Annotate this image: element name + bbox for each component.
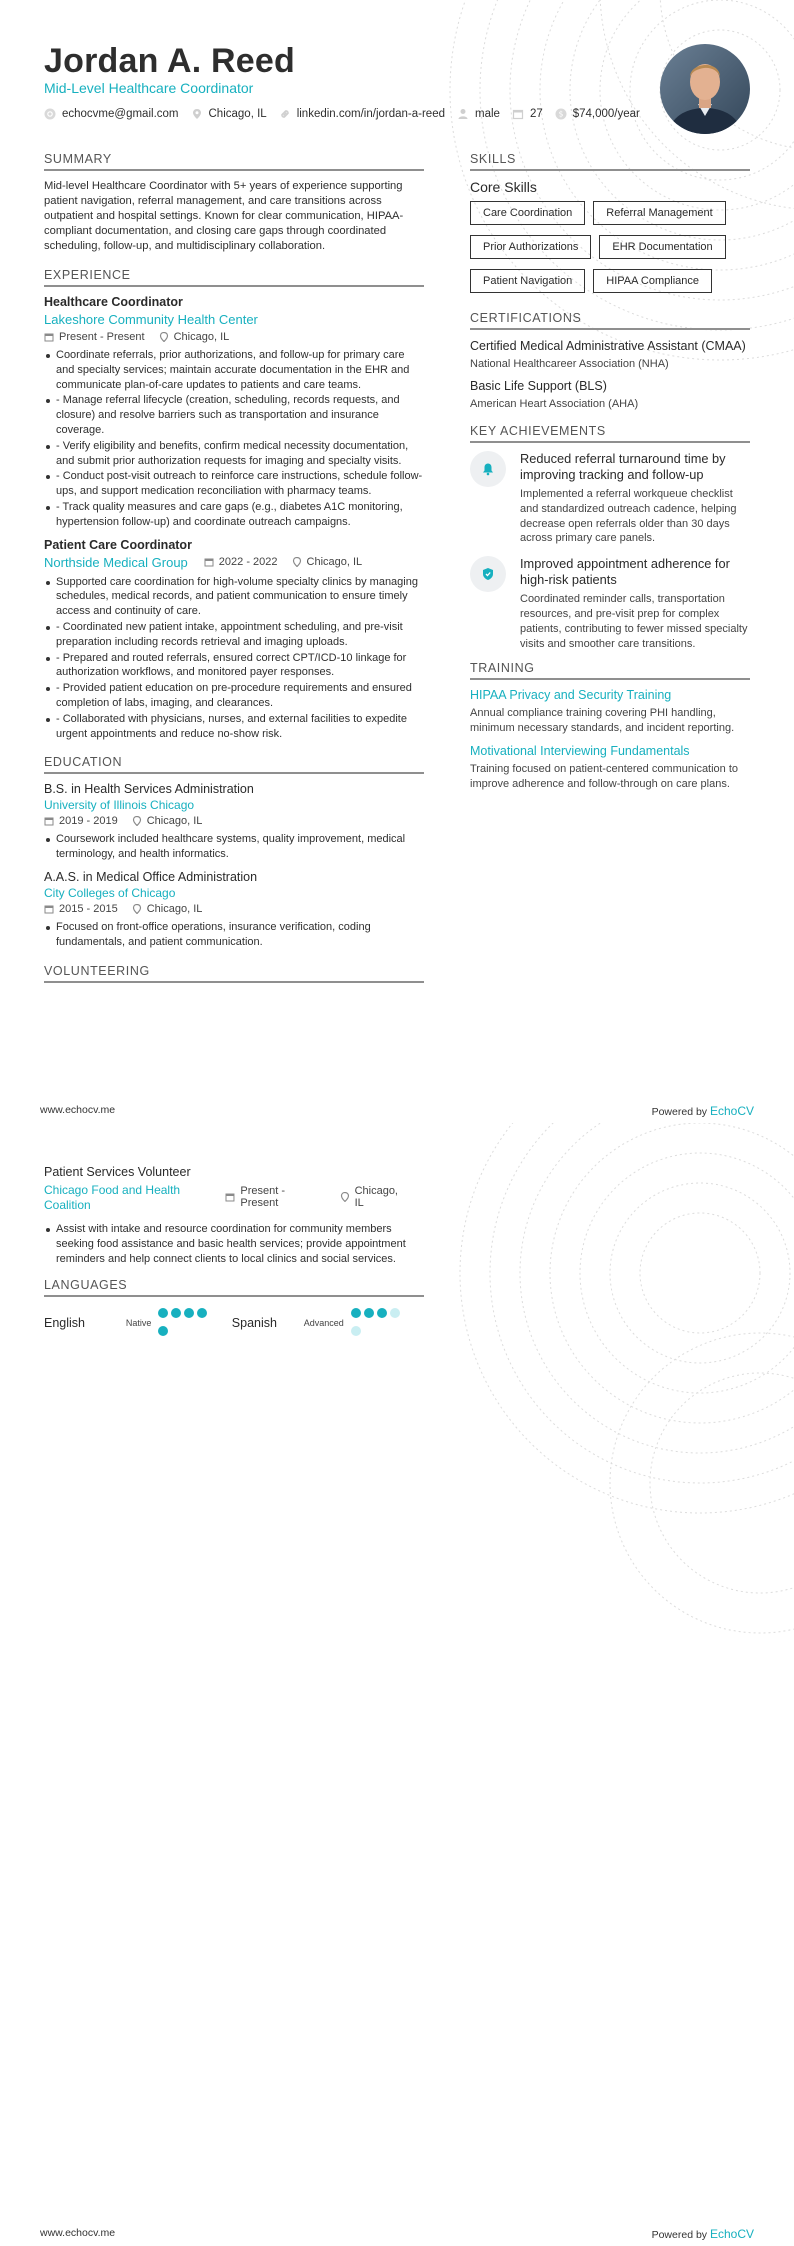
rating-dot-filled	[184, 1308, 194, 1318]
volunteer-location: Chicago, IL	[354, 1185, 398, 1209]
skill-tag: HIPAA Compliance	[593, 269, 712, 293]
edu-dates: 2015 - 2015	[59, 902, 118, 915]
edu-dates: 2019 - 2019	[59, 815, 118, 828]
cert-name: Certified Medical Administrative Assistant (CMAA)	[470, 339, 746, 353]
footer-brand[interactable]: EchoCV	[709, 1104, 754, 1118]
candidate-title: Mid-Level Healthcare Coordinator	[44, 80, 254, 96]
cert-org: American Heart Association (AHA)	[470, 398, 639, 410]
left-column	[44, 152, 424, 991]
skill-tag: EHR Documentation	[599, 235, 725, 259]
achievement-item	[470, 451, 750, 546]
location-icon	[340, 1192, 350, 1202]
rating-dot-empty	[351, 1326, 361, 1336]
achievement-desc: Coordinated reminder calls, transportation resources, and pre-visit prep for complex patients, contributing to fewer missed specialty visits and smoother care transitions.	[520, 593, 748, 650]
location-icon	[132, 816, 142, 826]
volunteer-dates: Present - Present	[240, 1185, 286, 1209]
language-rating	[351, 1305, 414, 1341]
language-name: Spanish	[231, 1316, 277, 1331]
rating-dot-filled	[364, 1308, 374, 1318]
language-item	[232, 1305, 414, 1341]
list-item: - Provided patient education on pre-procedure requirements and ensured completion of labs, imaging, and clearances.	[44, 681, 424, 711]
contact-salary-text: $74,000/year	[572, 108, 640, 120]
medal-icon	[481, 567, 495, 581]
edu-school: City Colleges of Chicago	[44, 885, 176, 900]
bell-icon	[481, 462, 495, 476]
skills-group-title: Core Skills	[470, 179, 537, 195]
volunteering-section	[44, 1165, 424, 1341]
language-name: English	[44, 1316, 85, 1331]
job-bullets	[44, 575, 424, 742]
achievement-desc: Implemented a referral workqueue checklist and standardized outreach cadence, helping decrease open referrals older than 30 days across primary care panels.	[520, 488, 737, 545]
calendar-icon	[512, 108, 524, 120]
list-item: - Collaborated with physicians, nurses, and external facilities to expedite urgent appointments and reduce no-show risk.	[44, 712, 424, 742]
resume-page-2	[0, 1123, 794, 2246]
right-column	[470, 152, 750, 800]
calendar-icon	[44, 816, 54, 826]
edu-meta	[44, 815, 424, 827]
edu-degree: A.A.S. in Medical Office Administration	[44, 869, 258, 884]
list-item: Assist with intake and resource coordination for community members seeking food assistance and basic health services; provide appointment reminders and help connect clients to local clinics and social services.	[44, 1222, 424, 1266]
list-item: Coordinate referrals, prior authorizations, and follow-up for primary care and specialty services; maintain accurate documentation in the EHR and communicate plan-of-care updates to patients and care teams.	[44, 348, 424, 392]
contact-gender-text: male	[475, 108, 500, 120]
list-item: - Coordinated new patient intake, appointment scheduling, and pre-visit preparation including records retrieval and imaging uploads.	[44, 620, 424, 650]
footer-site[interactable]: www.echocv.me	[40, 2227, 116, 2239]
job-location: Chicago, IL	[173, 331, 230, 343]
rating-dot-filled	[197, 1308, 207, 1318]
contact-email[interactable]	[44, 108, 179, 120]
training-name: Motivational Interviewing Fundamentals	[470, 743, 690, 758]
achievement-item	[470, 556, 750, 651]
training-desc: Annual compliance training covering PHI handling, minimum necessary standards, and incident reporting.	[470, 707, 735, 735]
cert-name: Basic Life Support (BLS)	[470, 379, 607, 393]
job-title: Healthcare Coordinator	[44, 295, 183, 309]
contact-location	[191, 108, 267, 120]
training-desc: Training focused on patient-centered communication to improve adherence and follow-through on care plans.	[470, 762, 739, 790]
contact-gender	[457, 108, 500, 120]
training-name: HIPAA Privacy and Security Training	[470, 688, 672, 703]
link-icon	[279, 108, 291, 120]
svg-text:$: $	[558, 109, 564, 119]
language-level: Native	[125, 1318, 152, 1329]
list-item: - Verify eligibility and benefits, confirm medical necessity documentation, and submit prior authorization requests for imaging and specialty visits.	[44, 439, 424, 469]
calendar-icon	[44, 332, 54, 342]
location-icon	[159, 332, 169, 342]
training-heading: TRAINING	[470, 661, 750, 680]
contact-age-text: 27	[529, 108, 543, 120]
rating-dot-filled	[158, 1308, 168, 1318]
summary-heading: SUMMARY	[44, 152, 424, 171]
job-meta	[44, 331, 424, 343]
contact-bar	[44, 108, 652, 120]
language-level: Advanced	[303, 1318, 344, 1329]
location-icon	[132, 904, 142, 914]
rating-dot-filled	[377, 1308, 387, 1318]
location-icon	[292, 557, 302, 567]
calendar-icon	[225, 1192, 235, 1202]
languages-heading: LANGUAGES	[44, 1278, 424, 1297]
experience-item	[44, 295, 424, 530]
volunteer-bullets	[44, 1222, 424, 1266]
volunteer-org: Chicago Food and Health Coalition	[44, 1183, 181, 1212]
at-icon	[44, 108, 56, 120]
achievements-heading: KEY ACHIEVEMENTS	[470, 424, 750, 443]
list-item: - Manage referral lifecycle (creation, scheduling, records requests, and closure) and resolve barriers such as transportation and insurance coverage.	[44, 393, 424, 437]
edu-meta	[44, 903, 424, 915]
volunteering-heading: VOLUNTEERING	[44, 964, 424, 983]
list-item: Coursework included healthcare systems, quality improvement, medical terminology, and health informatics.	[44, 832, 424, 862]
footer-site[interactable]: www.echocv.me	[40, 1104, 116, 1116]
avatar	[660, 44, 750, 134]
skill-tag: Care Coordination	[470, 201, 585, 225]
cert-org: National Healthcareer Association (NHA)	[470, 358, 669, 370]
skill-tag: Prior Authorizations	[470, 235, 591, 259]
rating-dot-filled	[171, 1308, 181, 1318]
calendar-icon	[44, 904, 54, 914]
job-dates: 2022 - 2022	[218, 556, 278, 569]
edu-location: Chicago, IL	[146, 902, 203, 915]
footer-powered-text: Powered by	[651, 1106, 708, 1118]
job-company: Northside Medical Group	[44, 554, 188, 570]
experience-heading: EXPERIENCE	[44, 268, 424, 287]
achievement-title: Improved appointment adherence for high-risk patients	[520, 556, 730, 588]
job-location: Chicago, IL	[306, 556, 363, 569]
footer-powered-text: Powered by	[651, 2229, 708, 2241]
list-item: - Conduct post-visit outreach to reinforce care instructions, schedule follow-ups, and support medication reconciliation with pharmacy teams.	[44, 469, 424, 499]
page-footer	[0, 1104, 794, 1123]
experience-item	[44, 538, 424, 742]
volunteer-role: Patient Services Volunteer	[44, 1165, 191, 1179]
language-rating	[158, 1305, 221, 1341]
education-item	[44, 782, 424, 862]
rating-dot-filled	[158, 1326, 168, 1336]
calendar-icon	[204, 557, 214, 567]
job-bullets	[44, 348, 424, 530]
language-item	[44, 1305, 222, 1341]
location-icon	[191, 108, 203, 120]
edu-bullets	[44, 832, 424, 862]
job-title: Patient Care Coordinator	[44, 537, 192, 552]
job-company: Lakeshore Community Health Center	[44, 312, 258, 327]
profile-photo	[660, 44, 750, 134]
edu-school: University of Illinois Chicago	[44, 798, 195, 813]
certifications-heading: CERTIFICATIONS	[470, 311, 750, 330]
achievement-title: Reduced referral turnaround time by improving tracking and follow-up	[520, 451, 726, 482]
languages-list	[44, 1305, 424, 1341]
contact-age	[512, 108, 543, 120]
volunteer-meta	[225, 1185, 424, 1209]
user-icon	[457, 108, 469, 120]
rating-dot-empty	[390, 1308, 400, 1318]
job-meta	[204, 556, 376, 568]
rating-dot-filled	[351, 1308, 361, 1318]
edu-location: Chicago, IL	[146, 815, 203, 828]
achievement-icon-wrap	[470, 556, 506, 592]
skills-heading: SKILLS	[470, 152, 750, 171]
contact-linkedin[interactable]	[279, 108, 445, 120]
candidate-name: Jordan A. Reed	[44, 42, 295, 80]
achievement-icon-wrap	[470, 451, 506, 487]
education-item	[44, 870, 424, 950]
money-icon	[555, 108, 567, 120]
list-item: Supported care coordination for high-volume specialty clinics by managing schedules, medical records, and patient communication to ensure timely access and continuity of care.	[44, 575, 424, 619]
list-item: - Prepared and routed referrals, ensured correct CPT/ICD-10 linkage for authorization workflows, and monitored payer responses.	[44, 651, 424, 681]
list-item: Focused on front-office operations, insurance verification, coding fundamentals, and patient communication.	[44, 920, 424, 950]
contact-salary	[555, 108, 640, 120]
list-item: - Track quality measures and care gaps (e.g., diabetes A1C monitoring, hypertension follow-up) and coordinate outreach campaigns.	[44, 500, 424, 530]
summary-text: Mid-level Healthcare Coordinator with 5+ years of experience supporting patient navigation, referral management, and care transitions across outpatient and hospital settings. Known for clear communication, HIPAA-compliant documentation, and closing care gaps through coordinated scheduling, follow-up, and multidisciplinary collaboration.	[44, 180, 404, 252]
edu-bullets	[44, 920, 424, 950]
education-heading: EDUCATION	[44, 755, 424, 774]
contact-linkedin-text: linkedin.com/in/jordan-a-reed	[296, 108, 445, 120]
edu-degree: B.S. in Health Services Administration	[44, 782, 254, 797]
page-footer	[0, 2227, 794, 2246]
skill-tag: Patient Navigation	[470, 269, 585, 293]
footer-powered	[652, 1104, 754, 1118]
job-dates: Present - Present	[59, 331, 145, 343]
footer-powered	[652, 2227, 754, 2241]
contact-location-text: Chicago, IL	[208, 108, 267, 120]
skills-tags	[470, 201, 750, 303]
skill-tag: Referral Management	[593, 201, 725, 225]
footer-brand[interactable]: EchoCV	[709, 2227, 754, 2241]
contact-email-text: echocvme@gmail.com	[62, 108, 179, 120]
